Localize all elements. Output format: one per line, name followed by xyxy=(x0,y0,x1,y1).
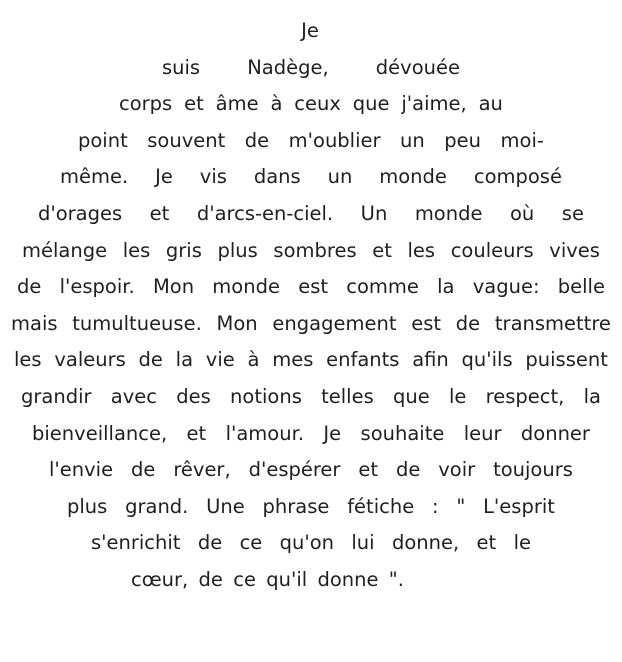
word: j'aime, xyxy=(401,92,467,116)
text-line-2 xyxy=(162,50,460,87)
word: vis xyxy=(199,165,227,189)
word: afin xyxy=(412,348,449,372)
word: vague: xyxy=(472,275,540,299)
word: la xyxy=(583,384,601,408)
text-line-14 xyxy=(67,489,555,526)
word: d'arcs-en-ciel. xyxy=(196,201,334,225)
word: Une xyxy=(206,494,245,518)
word: d'orages xyxy=(38,201,123,225)
word: se xyxy=(561,201,584,225)
word: Mon xyxy=(216,311,258,335)
word: à xyxy=(270,92,283,116)
word: valeurs xyxy=(54,348,126,372)
text-line-6 xyxy=(38,196,584,233)
word: ceux xyxy=(294,92,341,116)
word: " xyxy=(456,494,466,518)
word: comme xyxy=(346,275,419,299)
word: telles xyxy=(321,384,374,408)
word: monde xyxy=(212,275,280,299)
text-line-1 xyxy=(298,13,322,50)
word: l'envie xyxy=(49,458,114,482)
word: le xyxy=(448,384,467,408)
word: de xyxy=(455,311,481,335)
text-line-11 xyxy=(21,379,601,416)
text-line-16 xyxy=(131,562,404,599)
word: qu'on xyxy=(279,531,335,555)
word: vives xyxy=(549,238,600,262)
word: même. xyxy=(60,165,129,189)
word: peu xyxy=(444,128,482,152)
poem-text-block xyxy=(0,13,622,599)
word: et xyxy=(358,458,379,482)
word: le xyxy=(513,531,531,555)
word: et xyxy=(476,531,497,555)
word: qu'il xyxy=(266,567,308,591)
word: que xyxy=(352,92,390,116)
word: et xyxy=(184,92,204,116)
word: la xyxy=(175,348,194,372)
text-line-3 xyxy=(119,86,503,123)
word: mélange xyxy=(22,238,108,262)
word: Je xyxy=(323,421,342,445)
word: de xyxy=(17,275,42,299)
word: engagement xyxy=(272,311,397,335)
word: notions xyxy=(230,384,302,408)
word: où xyxy=(509,201,535,225)
word: donne xyxy=(317,567,379,591)
word: dans xyxy=(253,165,301,189)
word: de xyxy=(138,348,163,372)
word: les xyxy=(14,348,42,372)
word: sombres xyxy=(273,238,357,262)
word: composé xyxy=(473,165,562,189)
word: au xyxy=(478,92,503,116)
word: et xyxy=(372,238,392,262)
word: plus xyxy=(67,494,108,518)
word: transmettre xyxy=(494,311,611,335)
word: phrase xyxy=(262,494,330,518)
word: l'amour. xyxy=(225,421,305,445)
word: Je xyxy=(155,165,173,189)
word: les xyxy=(122,238,151,262)
word: de xyxy=(197,531,223,555)
word: couleurs xyxy=(450,238,534,262)
word: mes xyxy=(272,348,314,372)
word: m'oublier xyxy=(288,128,381,152)
word: un xyxy=(327,165,353,189)
word: un xyxy=(400,128,425,152)
text-line-15 xyxy=(91,525,531,562)
word: Mon xyxy=(152,275,195,299)
word: monde xyxy=(379,165,447,189)
word: cœur, xyxy=(131,567,189,591)
word: Un xyxy=(360,201,388,225)
word: est xyxy=(411,311,442,335)
text-line-8 xyxy=(17,269,605,306)
text-line-5 xyxy=(60,159,562,196)
word: moi- xyxy=(500,128,544,152)
word: à xyxy=(247,348,260,372)
text-line-9 xyxy=(11,306,611,343)
word: : xyxy=(431,494,439,518)
word: que xyxy=(393,384,430,408)
word: âme xyxy=(215,92,259,116)
word: de xyxy=(131,458,156,482)
word: s'enrichit xyxy=(91,531,181,555)
word: rêver, xyxy=(173,458,231,482)
word: leur xyxy=(463,421,502,445)
word: des xyxy=(176,384,211,408)
word: grand. xyxy=(125,494,189,518)
word: suis xyxy=(162,55,201,79)
word: puissent xyxy=(525,348,608,372)
word: donner xyxy=(520,421,590,445)
word: la xyxy=(437,275,455,299)
word: souhaite xyxy=(360,421,445,445)
word: Je xyxy=(301,19,319,42)
word: toujours xyxy=(493,458,573,482)
word: et xyxy=(186,421,207,445)
word: les xyxy=(407,238,436,262)
text-line-13 xyxy=(49,452,573,489)
word: et xyxy=(149,201,170,225)
word: gris xyxy=(165,238,202,262)
word: de xyxy=(244,128,270,152)
word: corps xyxy=(119,92,173,116)
word: ce xyxy=(233,567,256,591)
word: monde xyxy=(414,201,483,225)
word: bienveillance, xyxy=(32,421,168,445)
word: tumultueuse. xyxy=(72,311,202,335)
word: avec xyxy=(110,384,157,408)
word: mais xyxy=(11,311,58,335)
word: l'espoir. xyxy=(59,275,135,299)
word: point xyxy=(78,128,128,152)
word: belle xyxy=(557,275,605,299)
word: plus xyxy=(217,238,258,262)
text-line-4 xyxy=(78,123,544,160)
word: ". xyxy=(388,567,404,591)
word: de xyxy=(395,458,421,482)
word: de xyxy=(198,567,223,591)
word: grandir xyxy=(21,384,92,408)
word: ce xyxy=(239,531,263,555)
word: fétiche xyxy=(347,494,415,518)
word: souvent xyxy=(147,128,226,152)
word: est xyxy=(298,275,329,299)
text-line-10 xyxy=(14,342,608,379)
word: vie xyxy=(205,348,235,372)
word: enfants xyxy=(326,348,400,372)
word: respect, xyxy=(485,384,565,408)
word: donne, xyxy=(391,531,460,555)
word: Nadège, xyxy=(247,55,329,79)
word: qu'ils xyxy=(461,348,513,372)
word: voir xyxy=(438,458,476,482)
text-line-7 xyxy=(22,233,600,270)
word: dévouée xyxy=(375,55,460,79)
text-line-12 xyxy=(32,416,590,453)
word: lui xyxy=(351,531,375,555)
word: d'espérer xyxy=(248,458,341,482)
word: L'esprit xyxy=(483,494,555,518)
